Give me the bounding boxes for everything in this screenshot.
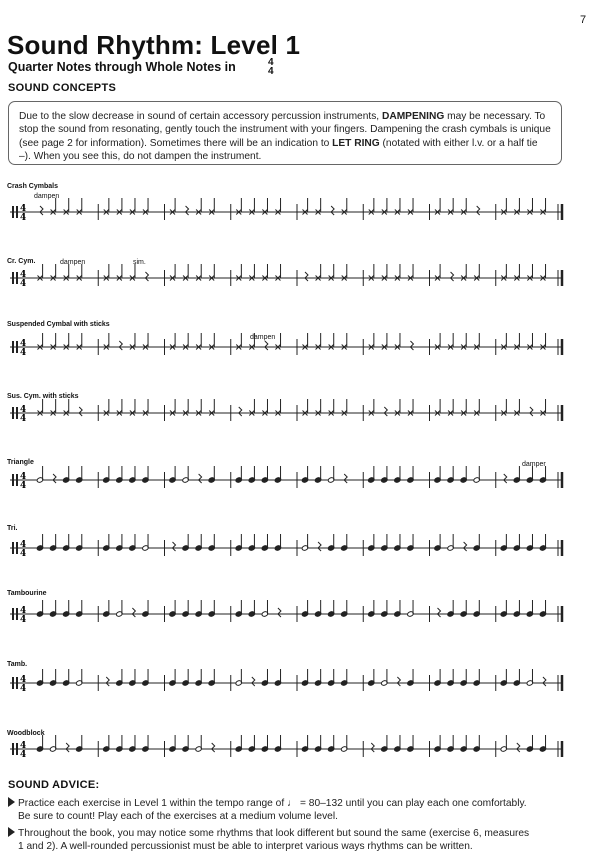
concepts-text-2: may be necessary. To stop the sound from resonating, gently touch the instrument with your fingers. Dampening the crash cymbals is unique (see page 2 for information). Sometimes there will be an indication to [19,111,551,149]
percussion-clef [12,272,14,284]
quarter-rest [397,677,400,686]
percussion-clef [12,206,14,218]
percussion-clef [16,542,18,554]
quarter-rest [543,677,546,686]
advice-1-tempo: ♩ = 80–132 [286,798,343,809]
time-signature: 4 [20,279,27,289]
quarter-rest [132,608,135,617]
exercise-label: Cr. Cym. [7,258,36,265]
quarter-rest [106,677,109,686]
annotation-sim: sim. [133,259,146,266]
advice-1c: Be sure to count! Play each of the exercises at a medium volume level. [18,811,338,822]
quarter-rest [265,341,268,350]
advice-heading: SOUND ADVICE: [8,779,100,791]
time-sig-top: 4 [268,57,274,68]
time-signature: 4 [20,549,27,559]
advice-2b: 1 and 2). A well-rounded percussionist must be able to interpret various ways rhythms can be written. [18,841,473,852]
percussion-clef [16,677,18,689]
time-signature: 4 [20,414,27,424]
advice-1b: until you can play each one comfortably. [342,798,527,809]
percussion-clef [12,407,14,419]
arrow-bullet-icon [8,827,15,837]
exercise-label: Tamb. [7,661,28,668]
quarter-rest [305,272,308,281]
annotation-dampen: dampen [250,334,276,341]
percussion-clef [16,272,18,284]
quarter-rest [371,743,374,752]
time-signature: 4 [20,270,27,280]
percussion-clef [12,743,14,755]
quarter-rest [530,407,533,416]
annotation-damper: damper [522,461,546,468]
exercise-label: Triangle [7,459,34,466]
advice-item-1 [8,797,568,823]
time-sig-bottom: 4 [268,66,274,77]
quarter-rest [438,608,441,617]
concepts-bold-2: LET RING [332,137,380,149]
quarter-rest [239,407,242,416]
percussion-clef [12,608,14,620]
percussion-clef [12,474,14,486]
quarter-rest [199,474,202,483]
quarter-rest [79,407,82,416]
percussion-clef [12,542,14,554]
quarter-rest [40,206,43,215]
page-number: 7 [580,14,587,26]
page-title: Sound Rhythm: Level 1 [7,30,301,60]
advice-item-2 [8,827,568,853]
quarter-rest [410,341,413,350]
quarter-rest [66,743,69,752]
quarter-rest [344,474,347,483]
quarter-rest [384,407,387,416]
time-signature: 4 [20,684,27,694]
percussion-clef [16,206,18,218]
quarter-rest [464,542,467,551]
advice-2a: Throughout the book, you may notice some rhythms that look different but sound the same (exercise 6, measures [18,828,530,839]
quarter-rest [278,608,281,617]
time-signature: 4 [20,741,27,751]
quarter-rest [318,542,321,551]
percussion-clef [12,341,14,353]
concepts-bold-1: DAMPENING [381,111,445,122]
arrow-bullet-icon [8,797,15,807]
time-signature: 4 [20,348,27,358]
quarter-rest [451,272,454,281]
time-signature: 4 [20,606,27,616]
percussion-clef [16,474,18,486]
time-signature: 4 [20,540,27,550]
exercise-label: Tambourine [7,590,47,597]
concepts-heading: SOUND CONCEPTS [8,82,117,94]
time-signature: 4 [20,675,27,685]
quarter-rest [504,474,507,483]
quarter-rest [477,206,480,215]
concepts-text-1: Due to the slow decrease in sound of certain accessory percussion instruments, [19,111,382,122]
quarter-rest [145,272,148,281]
time-signature: 4 [20,339,27,349]
time-signature: 4 [20,213,27,223]
quarter-rest [119,341,122,350]
time-signature: 4 [20,615,27,625]
exercise-label: Suspended Cymbal with sticks [7,321,110,328]
concepts-text-3: (notated with either l.v. or a half tie –). When you see this, do not dampen the instrument. [19,137,538,162]
page-subtitle: Quarter Notes through Whole Notes in [8,60,236,74]
exercise-label: Sus. Cym. with sticks [7,393,79,400]
exercise-label: Tri. [7,525,18,532]
quarter-rest [517,743,520,752]
exercise-label: Crash Cymbals [7,183,58,190]
percussion-clef [16,341,18,353]
time-signature: 4 [20,472,27,482]
percussion-clef [16,407,18,419]
annotation-dampen: dampen [34,193,60,200]
percussion-clef [16,743,18,755]
annotation-dampen: dampen [60,259,86,266]
time-signature: 4 [20,405,27,415]
quarter-rest [252,677,255,686]
quarter-rest [173,542,176,551]
percussion-clef [16,608,18,620]
percussion-clef [12,677,14,689]
quarter-rest [212,743,215,752]
quarter-rest [53,474,56,483]
exercise-label: Woodblock [7,730,45,737]
time-signature: 4 [20,204,27,214]
time-signature: 4 [20,750,27,760]
quarter-rest [186,206,189,215]
quarter-rest [331,206,334,215]
advice-1a: Practice each exercise in Level 1 within the tempo range of [18,798,287,809]
time-signature: 4 [20,481,27,491]
